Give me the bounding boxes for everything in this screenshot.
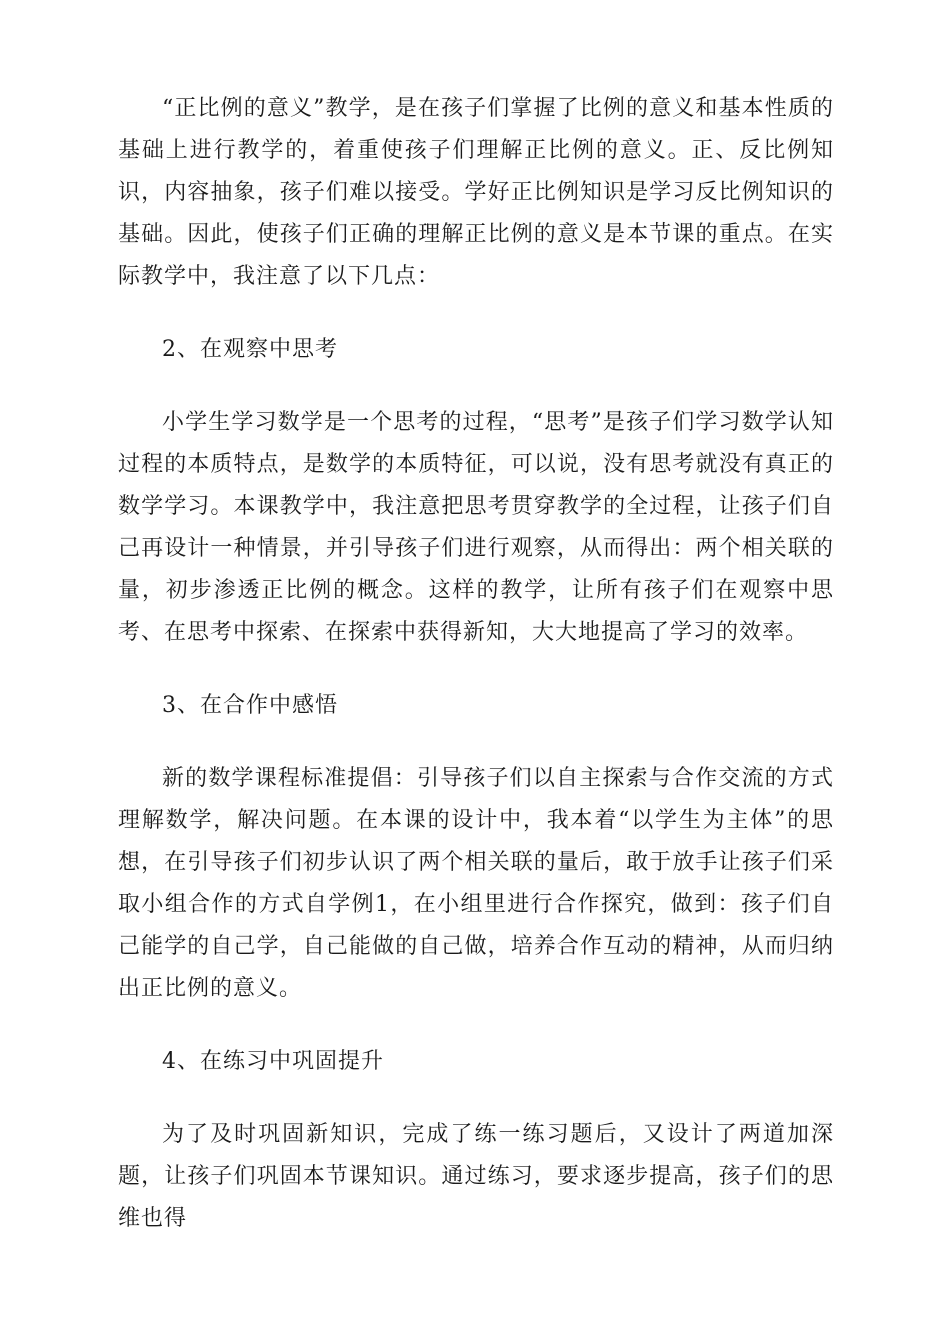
section-heading-2: 2、在观察中思考	[162, 337, 338, 362]
section-heading-3: 3、在合作中感悟	[162, 693, 338, 718]
section-3-paragraph: 新的数学课程标准提倡：引导孩子们以自主探索与合作交流的方式理解数学，解决问题。在本课的设计中，我本着“以学生为主体”的思想，在引导孩子们初步认识了两个相关联的量后，敢于放手让孩子们采取小组合作的方式自学例1，在小组里进行合作探究，做到：孩子们自己能学的自己学，自己能做的自己做，培养合作互动的精神，从而归纳出正比例的意义。	[118, 766, 834, 1001]
section-2-paragraph: 小学生学习数学是一个思考的过程，“思考”是孩子们学习数学认知过程的本质特点，是数学的本质特征，可以说，没有思考就没有真正的数学学习。本课教学中，我注意把思考贯穿教学的全过程，让孩子们自己再设计一种情景，并引导孩子们进行观察，从而得出：两个相关联的量，初步渗透正比例的概念。这样的教学，让所有孩子们在观察中思考、在思考中探索、在探索中获得新知，大大地提高了学习的效率。	[118, 410, 834, 645]
section-4-paragraph: 为了及时巩固新知识，完成了练一练习题后，又设计了两道加深题，让孩子们巩固本节课知识。通过练习，要求逐步提高，孩子们的思维也得	[118, 1122, 834, 1231]
document-body	[118, 88, 834, 1271]
intro-paragraph: “正比例的意义”教学，是在孩子们掌握了比例的意义和基本性质的基础上进行教学的，着重使孩子们理解正比例的意义。正、反比例知识，内容抽象，孩子们难以接受。学好正比例知识是学习反比例知识的基础。因此，使孩子们正确的理解正比例的意义是本节课的重点。在实际教学中，我注意了以下几点：	[118, 96, 834, 289]
section-heading-4: 4、在练习中巩固提升	[162, 1049, 384, 1074]
